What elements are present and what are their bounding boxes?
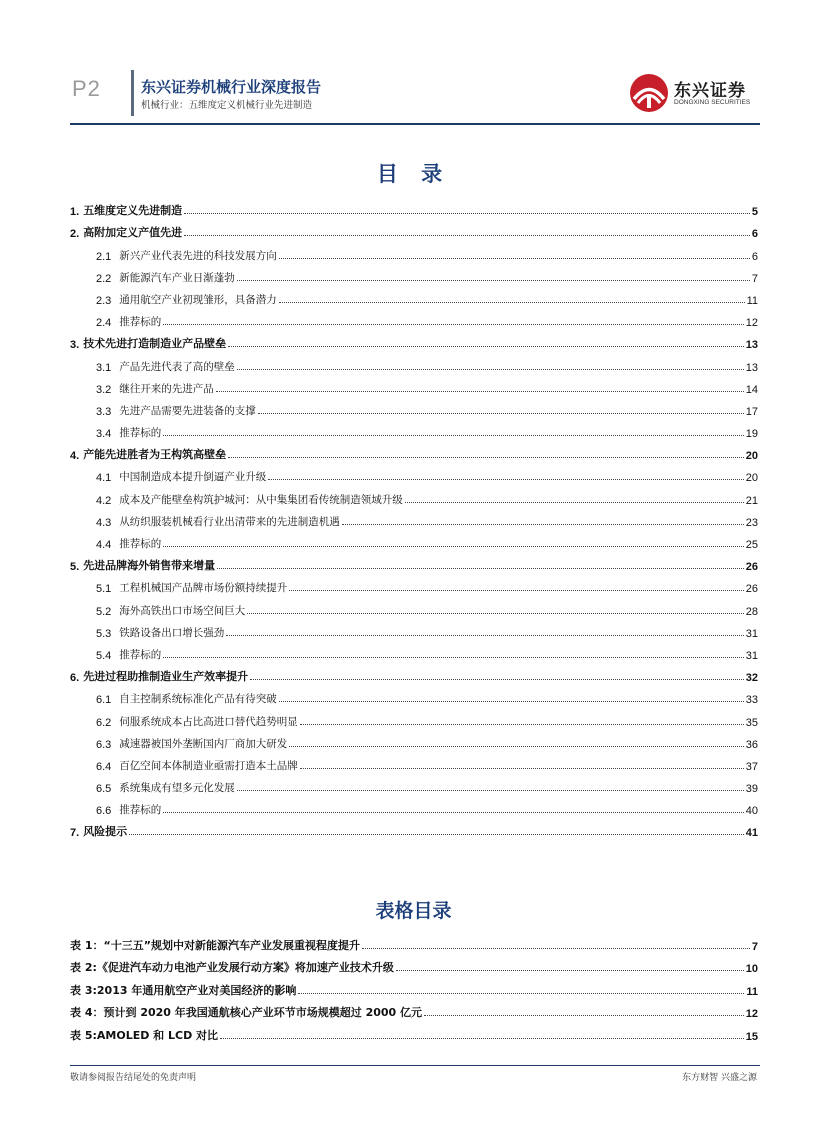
- toc-list: [70, 196, 758, 839]
- toc-entry-page: 25: [745, 539, 758, 551]
- toc-leader-dots: [163, 324, 743, 325]
- footer-disclaimer: 敬请参阅报告结尾处的免责声明: [70, 1073, 197, 1083]
- toc-entry-page: 13: [745, 361, 758, 374]
- toc-entry-number: 2.: [70, 228, 80, 241]
- toc-entry-title: 百亿空间本体制造业亟需打造本土品牌: [119, 759, 298, 772]
- toc-entry-title: 伺服系统成本占比高进口替代趋势明显: [119, 715, 298, 728]
- toc-entry-title: 推荐标的: [119, 648, 162, 661]
- toc-entry[interactable]: [70, 751, 758, 773]
- toc-leader-dots: [237, 790, 744, 791]
- table-toc-entry[interactable]: [70, 1020, 758, 1043]
- toc-entry-number: 4.3: [96, 516, 112, 529]
- toc-entry[interactable]: [70, 551, 758, 573]
- toc-entry[interactable]: [70, 795, 758, 817]
- toc-entry-page: 31: [745, 649, 758, 662]
- toc-leader-dots: [184, 213, 750, 214]
- toc-leader-dots: [228, 457, 744, 458]
- page-number: P2: [72, 76, 101, 101]
- table-toc-entry-title: 表 3:2013 年通用航空产业对美国经济的影响: [70, 983, 297, 997]
- logo-text: 东兴证券: [674, 81, 746, 101]
- toc-entry-title: 减速器被国外垄断国内厂商加大研发: [119, 737, 288, 750]
- toc-entry[interactable]: [70, 573, 758, 595]
- toc-entry[interactable]: [70, 329, 758, 351]
- toc-leader-dots: [163, 657, 743, 658]
- toc-entry[interactable]: [70, 640, 758, 662]
- toc-leader-dots: [250, 679, 744, 680]
- toc-leader-dots: [226, 635, 743, 636]
- toc-entry-title: 通用航空产业初现雏形，具备潜力: [119, 293, 277, 306]
- table-toc-entry-page: 10: [745, 963, 758, 976]
- toc-entry-page: 33: [745, 694, 758, 707]
- toc-leader-dots: [298, 993, 744, 994]
- toc-leader-dots: [217, 568, 744, 569]
- toc-entry-number: 5.1: [96, 583, 112, 596]
- table-toc-entry-title: 表 5:AMOLED 和 LCD 对比: [70, 1028, 219, 1042]
- toc-leader-dots: [279, 302, 745, 303]
- toc-entry-title: 工程机械国产品牌市场份额持续提升: [119, 582, 288, 595]
- table-toc-list: [70, 930, 758, 1043]
- toc-entry-title: 海外高铁出口市场空间巨大: [119, 604, 246, 617]
- toc-entry-number: 6.: [70, 672, 80, 685]
- toc-entry-number: 5.2: [96, 605, 112, 618]
- toc-entry[interactable]: [70, 351, 758, 373]
- toc-entry-page: 6: [751, 228, 758, 241]
- toc-entry[interactable]: [70, 662, 758, 684]
- toc-entry[interactable]: [70, 374, 758, 396]
- table-toc-entry-title: 表 2:《促进汽车动力电池产业发展行动方案》将加速产业技术升级: [70, 961, 394, 975]
- toc-entry-page: 23: [745, 516, 758, 529]
- toc-entry[interactable]: [70, 529, 758, 551]
- toc-leader-dots: [268, 479, 743, 480]
- toc-entry-title: 推荐标的: [119, 804, 162, 817]
- toc-entry-number: 4.2: [96, 494, 112, 507]
- table-toc-entry[interactable]: [70, 930, 758, 953]
- toc-entry[interactable]: [70, 263, 758, 285]
- toc-entry-number: 6.6: [96, 805, 112, 818]
- table-toc-entry-page: 12: [745, 1008, 758, 1021]
- toc-entry-page: 26: [745, 583, 758, 596]
- toc-entry[interactable]: [70, 196, 758, 218]
- toc-entry-page: 37: [745, 760, 758, 773]
- toc-entry-page: 11: [746, 294, 758, 307]
- toc-entry-number: 5.3: [96, 627, 112, 640]
- toc-entry[interactable]: [70, 240, 758, 262]
- footer-slogan: 东方财智 兴盛之源: [682, 1073, 757, 1083]
- toc-leader-dots: [405, 502, 744, 503]
- toc-entry-page: 14: [745, 383, 758, 396]
- toc-entry-title: 成本及产能壁垒构筑护城河：从中集集团看传统制造领域升级: [119, 493, 403, 506]
- toc-entry[interactable]: [70, 773, 758, 795]
- toc-entry[interactable]: [70, 218, 758, 240]
- toc-entry-page: 21: [745, 494, 758, 507]
- toc-entry-page: 28: [745, 605, 758, 618]
- toc-entry-title: 自主控制系统标准化产品有待突破: [119, 693, 277, 706]
- toc-entry-number: 1.: [70, 206, 80, 219]
- toc-entry-number: 6.3: [96, 738, 112, 751]
- toc-entry[interactable]: [70, 706, 758, 728]
- toc-entry-title: 五维度定义先进制造: [83, 204, 183, 218]
- toc-leader-dots: [424, 1015, 744, 1016]
- toc-entry-title: 产能先进胜者为王构筑高壁垒: [83, 448, 227, 462]
- table-toc-entry-page: 11: [746, 985, 758, 998]
- toc-entry-number: 6.1: [96, 694, 112, 707]
- toc-leader-dots: [163, 812, 743, 813]
- toc-entry-title: 中国制造成本提升倒逼产业升级: [119, 471, 267, 484]
- toc-leader-dots: [258, 413, 744, 414]
- toc-entry[interactable]: [70, 285, 758, 307]
- toc-entry[interactable]: [70, 817, 758, 839]
- toc-entry-page: 26: [745, 561, 758, 574]
- toc-leader-dots: [289, 590, 743, 591]
- toc-entry-page: 31: [745, 627, 758, 640]
- toc-entry-number: 3.4: [96, 428, 112, 441]
- toc-leader-dots: [163, 546, 743, 547]
- toc-entry-number: 4.: [70, 450, 80, 463]
- table-toc-entry-title: 表 1：“十三五”规划中对新能源汽车产业发展重视程度提升: [70, 938, 360, 952]
- toc-entry[interactable]: [70, 440, 758, 462]
- toc-leader-dots: [129, 834, 744, 835]
- toc-entry-title: 推荐标的: [119, 427, 162, 440]
- toc-entry-page: 35: [745, 716, 758, 729]
- toc-entry-page: 19: [745, 428, 758, 441]
- toc-entry-page: 5: [751, 206, 758, 219]
- toc-entry-number: 2.2: [96, 272, 112, 285]
- toc-leader-dots: [289, 746, 743, 747]
- header-rule: [70, 123, 760, 125]
- toc-entry-title: 推荐标的: [119, 316, 162, 329]
- toc-entry[interactable]: [70, 507, 758, 529]
- table-toc-entry[interactable]: [70, 998, 758, 1021]
- toc-entry-number: 6.2: [96, 716, 112, 729]
- toc-entry-title: 从纺织服装机械看行业出清带来的先进制造机遇: [119, 515, 340, 528]
- toc-entry-title: 先进过程助推制造业生产效率提升: [83, 670, 249, 684]
- toc-entry-title: 高附加定义产值先进: [83, 226, 183, 240]
- toc-leader-dots: [184, 235, 750, 236]
- table-toc-entry[interactable]: [70, 975, 758, 998]
- toc-leader-dots: [300, 768, 744, 769]
- toc-entry[interactable]: [70, 729, 758, 751]
- toc-entry-number: 5.4: [96, 649, 112, 662]
- toc-leader-dots: [247, 613, 743, 614]
- toc-entry-title: 系统集成有望多元化发展: [119, 782, 235, 795]
- toc-entry-page: 7: [751, 272, 758, 285]
- toc-entry[interactable]: [70, 307, 758, 329]
- toc-entry[interactable]: [70, 484, 758, 506]
- toc-leader-dots: [279, 258, 750, 259]
- toc-entry-title: 新兴产业代表先进的科技发展方向: [119, 249, 277, 262]
- toc-entry-page: 13: [745, 339, 758, 352]
- toc-leader-dots: [216, 391, 744, 392]
- toc-entry[interactable]: [70, 595, 758, 617]
- toc-entry-number: 6.5: [96, 783, 112, 796]
- toc-leader-dots: [396, 970, 744, 971]
- toc-entry-page: 6: [751, 250, 758, 263]
- table-toc-entry[interactable]: [70, 953, 758, 976]
- toc-entry-title: 风险提示: [83, 825, 128, 839]
- toc-entry[interactable]: [70, 618, 758, 640]
- toc-entry-title: 先进产品需要先进装备的支撑: [119, 404, 256, 417]
- toc-entry-number: 2.1: [96, 250, 112, 263]
- toc-entry-number: 3.3: [96, 405, 112, 418]
- report-title: 东兴证券机械行业深度报告: [141, 78, 322, 96]
- toc-entry-number: 5.: [70, 561, 80, 574]
- toc-entry-page: 32: [745, 672, 758, 685]
- toc-entry-page: 17: [745, 405, 758, 418]
- header-divider: [131, 70, 134, 116]
- footer-rule: [70, 1065, 760, 1066]
- toc-entry-number: 2.4: [96, 317, 112, 330]
- toc-leader-dots: [300, 724, 744, 725]
- page-header: [0, 0, 827, 130]
- toc-entry-page: 12: [745, 317, 758, 330]
- toc-entry-number: 7.: [70, 827, 80, 840]
- toc-leader-dots: [237, 280, 750, 281]
- report-subtitle: 机械行业：五维度定义机械行业先进制造: [141, 100, 313, 111]
- toc-entry-number: 3.2: [96, 383, 112, 396]
- dongxing-logo: [628, 72, 763, 116]
- toc-entry-number: 4.1: [96, 472, 112, 485]
- table-toc-entry-page: 7: [751, 940, 758, 953]
- toc-entry-title: 继往开来的先进产品: [119, 382, 214, 395]
- toc-entry[interactable]: [70, 396, 758, 418]
- toc-leader-dots: [342, 524, 744, 525]
- toc-leader-dots: [237, 369, 744, 370]
- toc-entry[interactable]: [70, 418, 758, 440]
- toc-entry-page: 20: [745, 450, 758, 463]
- toc-entry-page: 20: [745, 472, 758, 485]
- toc-leader-dots: [362, 948, 750, 949]
- toc-leader-dots: [228, 346, 744, 347]
- toc-entry-title: 铁路设备出口增长强劲: [119, 626, 225, 639]
- table-toc-entry-title: 表 4：预计到 2020 年我国通航核心产业环节市场规模超过 2000 亿元: [70, 1006, 423, 1020]
- toc-entry-number: 4.4: [96, 539, 112, 551]
- toc-entry-number: 3.1: [96, 361, 112, 374]
- logo-mark-icon: [628, 72, 670, 114]
- table-toc-title: 表格目录: [375, 900, 452, 922]
- toc-entry-page: 36: [745, 738, 758, 751]
- toc-entry[interactable]: [70, 684, 758, 706]
- toc-leader-dots: [279, 701, 744, 702]
- toc-entry-page: 40: [745, 805, 758, 818]
- toc-entry-page: 39: [745, 783, 758, 796]
- toc-entry-title: 技术先进打造制造业产品壁垒: [83, 337, 227, 351]
- toc-entry-title: 先进品牌海外销售带来增量: [83, 559, 216, 573]
- toc-entry-number: 3.: [70, 339, 80, 352]
- logo-subtext: DONGXING SECURITIES: [674, 99, 751, 106]
- toc-entry-number: 2.3: [96, 294, 112, 307]
- toc-leader-dots: [163, 435, 743, 436]
- toc-entry-title: 推荐标的: [119, 538, 162, 550]
- toc-entry-number: 6.4: [96, 760, 112, 773]
- toc-title: 目 录: [376, 162, 451, 186]
- toc-entry-title: 产品先进代表了高的壁垒: [119, 360, 235, 373]
- toc-entry[interactable]: [70, 462, 758, 484]
- table-toc-entry-page: 15: [745, 1030, 758, 1043]
- toc-entry-page: 41: [745, 827, 758, 840]
- toc-leader-dots: [220, 1038, 744, 1039]
- toc-entry-title: 新能源汽车产业日渐蓬勃: [119, 271, 235, 284]
